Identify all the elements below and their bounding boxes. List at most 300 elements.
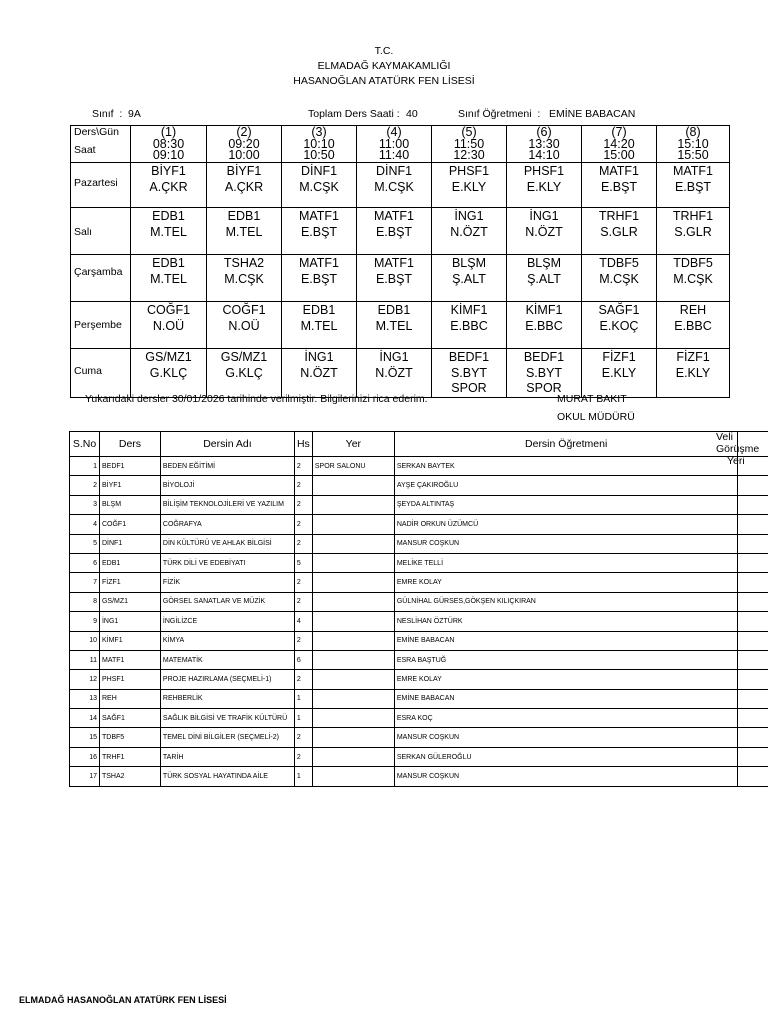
lesson-code: TRHF1 <box>598 209 640 223</box>
course-name: BEDEN EĞİTİMİ <box>160 457 294 476</box>
slot-num: (3) <box>311 125 327 139</box>
issue-note: Yukarıdaki dersler 30/01/2026 tarihinde verilmiştir. Bilgilerinizi rica ederim. <box>85 393 428 405</box>
lesson-teacher: M.CŞK <box>673 271 713 286</box>
lesson-code: FİZF1 <box>676 350 710 364</box>
lesson-cell <box>582 163 657 208</box>
lesson-code: TDBF5 <box>673 256 713 270</box>
lesson-teacher: M.TEL <box>225 224 263 239</box>
lesson-code: PHSF1 <box>448 164 490 178</box>
course-hours: 2 <box>294 573 312 592</box>
day-row <box>71 349 730 398</box>
course-code: MATF1 <box>99 650 160 669</box>
day-name: Çarşamba <box>74 266 123 278</box>
lesson-code: GS/MZ1 <box>220 350 268 364</box>
lesson-teacher: M.TEL <box>375 318 413 333</box>
course-hours: 4 <box>294 612 312 631</box>
table-row <box>70 689 768 708</box>
course-teacher: SERKAN GÜLEROĞLU <box>394 747 738 766</box>
lesson-code: GS/MZ1 <box>145 350 192 364</box>
weekly-timetable <box>70 125 730 398</box>
row-number: 4 <box>70 515 100 534</box>
lesson-cell <box>131 349 207 398</box>
course-place <box>312 689 394 708</box>
lesson-cell <box>432 163 507 208</box>
course-teacher: EMRE KOLAY <box>394 670 738 689</box>
day-name-cell <box>71 163 131 208</box>
table-row <box>70 709 768 728</box>
lesson-teacher: E.BBC <box>674 318 712 333</box>
lesson-code: MATF1 <box>598 164 640 178</box>
lesson-teacher: E.KLY <box>526 179 562 194</box>
lesson-code: EDB1 <box>227 209 261 223</box>
veli-cell <box>738 592 768 611</box>
course-hours: 2 <box>294 747 312 766</box>
total-hours-label: Toplam Ders Saati : <box>308 108 400 120</box>
lesson-place: SPOR <box>451 381 487 395</box>
course-name: KİMYA <box>160 631 294 650</box>
slot-end: 11:40 <box>378 148 410 163</box>
course-place <box>312 631 394 650</box>
slot-start: 13:30 <box>528 136 560 151</box>
course-name: GÖRSEL SANATLAR VE MÜZİK <box>160 592 294 611</box>
course-code: GS/MZ1 <box>99 592 160 611</box>
class-teacher-label: Sınıf Öğretmeni : <box>458 108 541 120</box>
list-header-cell: Dersin Adı <box>160 432 294 457</box>
day-name-cell <box>71 208 131 255</box>
lesson-cell <box>207 255 282 302</box>
lesson-teacher: S.GLR <box>600 224 638 239</box>
class-value: 9A <box>128 108 141 120</box>
lesson-cell <box>282 349 357 398</box>
lesson-code: REH <box>679 303 707 317</box>
table-row <box>70 747 768 766</box>
course-code: BEDF1 <box>99 457 160 476</box>
row-number: 17 <box>70 767 100 786</box>
lesson-cell <box>357 349 432 398</box>
lesson-teacher: N.ÖZT <box>450 224 488 239</box>
slot-num: (8) <box>685 125 701 139</box>
slot-end: 09:10 <box>152 148 185 163</box>
lesson-cell <box>207 349 282 398</box>
slot-end: 14:10 <box>528 148 560 163</box>
lesson-teacher: E.BŞT <box>674 179 712 194</box>
table-row <box>70 612 768 631</box>
slot-start: 09:20 <box>228 136 260 151</box>
row-number: 7 <box>70 573 100 592</box>
course-code: KİMF1 <box>99 631 160 650</box>
course-hours: 2 <box>294 495 312 514</box>
lesson-teacher: S.BYT <box>525 365 563 380</box>
list-header-cell: Dersin Öğretmeni <box>394 432 738 457</box>
course-teacher: EMİNE BABACAN <box>394 631 738 650</box>
course-name: MATEMATİK <box>160 650 294 669</box>
course-code: SAĞF1 <box>99 709 160 728</box>
lesson-cell <box>507 208 582 255</box>
lesson-code: MATF1 <box>298 209 340 223</box>
course-place <box>312 534 394 553</box>
course-place <box>312 573 394 592</box>
lesson-teacher: M.CŞK <box>224 271 264 286</box>
course-hours: 5 <box>294 553 312 572</box>
lesson-code: MATF1 <box>298 256 340 270</box>
lesson-code: COĞF1 <box>222 303 266 317</box>
course-teacher: EMRE KOLAY <box>394 573 738 592</box>
lesson-cell <box>432 208 507 255</box>
course-teacher: NADİR ORKUN ÜZÜMCÜ <box>394 515 738 534</box>
lesson-teacher: E.BŞT <box>300 271 338 286</box>
lesson-teacher: E.KOÇ <box>599 318 639 333</box>
day-row <box>71 302 730 349</box>
slot-header <box>282 126 357 163</box>
lesson-cell <box>582 349 657 398</box>
row-number: 16 <box>70 747 100 766</box>
principal-name: MURAT BAKIT <box>557 393 627 405</box>
class-label: Sınıf : <box>92 108 123 120</box>
lesson-teacher: M.CŞK <box>299 179 339 194</box>
row-number: 8 <box>70 592 100 611</box>
slot-start: 11:00 <box>378 136 410 151</box>
slot-num: (1) <box>160 125 177 139</box>
lesson-cell <box>207 163 282 208</box>
slot-start: 14:20 <box>603 136 635 151</box>
header-district: ELMADAĞ KAYMAKAMLIĞI <box>317 60 451 72</box>
list-header-cell: Hs <box>294 432 312 457</box>
course-hours: 2 <box>294 534 312 553</box>
table-row <box>70 592 768 611</box>
course-teacher: ESRA KOÇ <box>394 709 738 728</box>
table-row <box>70 573 768 592</box>
course-teacher: MELİKE TELLİ <box>394 553 738 572</box>
lesson-cell <box>357 255 432 302</box>
veli-cell <box>738 689 768 708</box>
lesson-teacher: A.ÇKR <box>224 179 264 194</box>
course-teacher: AYŞE ÇAKIROĞLU <box>394 476 738 495</box>
row-number: 2 <box>70 476 100 495</box>
veli-cell <box>738 534 768 553</box>
lesson-cell <box>131 163 207 208</box>
lesson-cell <box>657 208 730 255</box>
lesson-teacher: E.BBC <box>450 318 488 333</box>
lesson-cell <box>507 163 582 208</box>
lesson-code: BİYF1 <box>226 164 262 178</box>
veli-cell <box>738 553 768 572</box>
slot-end: 15:00 <box>603 148 635 163</box>
course-hours: 2 <box>294 670 312 689</box>
day-name: Cuma <box>74 365 103 377</box>
course-code: TDBF5 <box>99 728 160 747</box>
row-number: 1 <box>70 457 100 476</box>
slot-end: 15:50 <box>677 148 709 163</box>
lesson-cell <box>357 163 432 208</box>
lesson-code: DİNF1 <box>375 164 413 178</box>
slot-end: 12:30 <box>453 148 485 163</box>
course-hours: 1 <box>294 767 312 786</box>
lesson-code: İNG1 <box>529 209 559 223</box>
slot-start: 15:10 <box>677 136 709 151</box>
slot-header <box>432 126 507 163</box>
lesson-code: TSHA2 <box>223 256 265 270</box>
lesson-cell <box>507 349 582 398</box>
veli-cell <box>738 631 768 650</box>
table-row <box>70 476 768 495</box>
course-place <box>312 767 394 786</box>
course-code: EDB1 <box>99 553 160 572</box>
course-name: TÜRK SOSYAL HAYATINDA AİLE <box>160 767 294 786</box>
course-hours: 2 <box>294 457 312 476</box>
course-teacher: MANSUR COŞKUN <box>394 534 738 553</box>
course-hours: 2 <box>294 592 312 611</box>
lesson-code: EDB1 <box>152 209 185 223</box>
footer-school-name: ELMADAĞ HASANOĞLAN ATATÜRK FEN LİSESİ <box>19 995 227 1005</box>
course-hours: 6 <box>294 650 312 669</box>
lesson-code: TRHF1 <box>672 209 714 223</box>
row-number: 13 <box>70 689 100 708</box>
slot-header <box>657 126 730 163</box>
lesson-code: PHSF1 <box>523 164 565 178</box>
course-place <box>312 728 394 747</box>
day-name: Perşembe <box>74 319 122 331</box>
lesson-cell <box>131 208 207 255</box>
lesson-teacher: N.ÖZT <box>525 224 563 239</box>
lesson-code: EDB1 <box>152 256 185 270</box>
slot-num: (2) <box>236 125 252 139</box>
slot-header <box>207 126 282 163</box>
table-row <box>70 650 768 669</box>
lesson-teacher: M.TEL <box>150 271 187 286</box>
list-header-cell: Ders <box>99 432 160 457</box>
row-number: 3 <box>70 495 100 514</box>
course-name: TEMEL DİNİ BİLGİLER (SEÇMELİ-2) <box>160 728 294 747</box>
lesson-teacher: Ş.ALT <box>452 271 486 286</box>
slot-header <box>357 126 432 163</box>
slot-start: 11:50 <box>453 136 485 151</box>
course-name: BİLİŞİM TEKNOLOJİLERİ VE YAZILIM <box>160 495 294 514</box>
lesson-cell <box>582 302 657 349</box>
table-row <box>70 534 768 553</box>
day-name-cell <box>71 255 131 302</box>
lesson-teacher: E.BŞT <box>375 224 413 239</box>
lesson-code: EDB1 <box>302 303 336 317</box>
course-teacher: MANSUR COŞKUN <box>394 767 738 786</box>
lesson-cell <box>282 208 357 255</box>
course-place: SPOR SALONU <box>312 457 394 476</box>
day-name-cell <box>71 349 131 398</box>
lesson-teacher: E.KLY <box>675 365 711 380</box>
lesson-code: İNG1 <box>304 350 334 364</box>
lesson-teacher: S.GLR <box>674 224 712 239</box>
lesson-code: BEDF1 <box>523 350 565 364</box>
principal-title: OKUL MÜDÜRÜ <box>557 411 635 423</box>
slot-num: (7) <box>611 125 627 139</box>
veli-cell <box>738 573 768 592</box>
row-number: 15 <box>70 728 100 747</box>
slot-start: 08:30 <box>152 136 185 151</box>
lesson-teacher: Ş.ALT <box>527 271 561 286</box>
lesson-teacher: G.KLÇ <box>149 365 188 380</box>
lesson-teacher: E.KLY <box>451 179 487 194</box>
lesson-teacher: E.BŞT <box>375 271 413 286</box>
lesson-teacher: E.BŞT <box>600 179 638 194</box>
slot-num: (5) <box>461 125 477 139</box>
lesson-cell <box>282 163 357 208</box>
lesson-code: SAĞF1 <box>598 303 640 317</box>
lesson-teacher: E.BBC <box>525 318 563 333</box>
course-place <box>312 709 394 728</box>
row-number: 6 <box>70 553 100 572</box>
course-hours: 1 <box>294 689 312 708</box>
row-number: 5 <box>70 534 100 553</box>
course-name: FİZİK <box>160 573 294 592</box>
lesson-code: MATF1 <box>373 256 415 270</box>
course-hours: 2 <box>294 728 312 747</box>
slot-num: (6) <box>536 125 552 139</box>
lesson-cell <box>207 302 282 349</box>
course-place <box>312 670 394 689</box>
veli-cell <box>738 476 768 495</box>
table-row <box>70 553 768 572</box>
course-teacher: MANSUR COŞKUN <box>394 728 738 747</box>
list-header-row <box>70 432 768 457</box>
slot-header <box>582 126 657 163</box>
lesson-code: KİMF1 <box>450 303 488 317</box>
lesson-teacher: M.TEL <box>300 318 338 333</box>
veli-cell <box>738 612 768 631</box>
table-row <box>70 515 768 534</box>
lesson-code: İNG1 <box>454 209 484 223</box>
lesson-teacher: N.OÜ <box>152 318 185 333</box>
veli-cell <box>738 767 768 786</box>
row-number: 10 <box>70 631 100 650</box>
course-code: İNG1 <box>99 612 160 631</box>
table-row <box>70 457 768 476</box>
row-number: 14 <box>70 709 100 728</box>
lesson-cell <box>657 349 730 398</box>
course-name: BİYOLOJİ <box>160 476 294 495</box>
lesson-cell <box>131 255 207 302</box>
slot-header <box>507 126 582 163</box>
list-header-cell: Yer <box>312 432 394 457</box>
list-header-cell: S.No <box>70 432 100 457</box>
course-teacher: ESRA BAŞTUĞ <box>394 650 738 669</box>
course-code: REH <box>99 689 160 708</box>
lesson-cell <box>432 349 507 398</box>
lesson-cell <box>432 302 507 349</box>
day-name: Pazartesi <box>74 177 118 189</box>
veli-cell <box>738 728 768 747</box>
course-name: PROJE HAZIRLAMA (SEÇMELİ-1) <box>160 670 294 689</box>
lesson-cell <box>131 302 207 349</box>
lesson-cell <box>582 208 657 255</box>
lesson-cell <box>282 302 357 349</box>
header-school: HASANOĞLAN ATATÜRK FEN LİSESİ <box>293 75 475 87</box>
veli-cell <box>738 709 768 728</box>
veli-cell <box>738 495 768 514</box>
veli-cell <box>738 515 768 534</box>
lesson-cell <box>357 208 432 255</box>
lesson-code: EDB1 <box>377 303 411 317</box>
table-row <box>70 728 768 747</box>
corner-cell <box>71 126 131 163</box>
course-name: TÜRK DİLİ VE EDEBİYATI <box>160 553 294 572</box>
course-teacher: ŞEYDA ALTINTAŞ <box>394 495 738 514</box>
lesson-cell <box>282 255 357 302</box>
total-hours-value: 40 <box>406 108 418 120</box>
course-code: PHSF1 <box>99 670 160 689</box>
course-name: COĞRAFYA <box>160 515 294 534</box>
course-place <box>312 553 394 572</box>
lesson-code: BLŞM <box>526 256 562 270</box>
course-hours: 1 <box>294 709 312 728</box>
lesson-code: BLŞM <box>451 256 487 270</box>
slot-num: (4) <box>386 125 402 139</box>
lesson-teacher: N.ÖZT <box>375 365 413 380</box>
lesson-code: BİYF1 <box>151 164 186 178</box>
course-place <box>312 476 394 495</box>
lesson-code: DİNF1 <box>300 164 338 178</box>
course-place <box>312 612 394 631</box>
day-row <box>71 255 730 302</box>
lesson-teacher: E.KLY <box>601 365 637 380</box>
lesson-cell <box>507 255 582 302</box>
lesson-teacher: G.KLÇ <box>225 365 263 380</box>
table-row <box>70 767 768 786</box>
course-teacher: GÜLNİHAL GÜRSES,GÖKŞEN KILIÇKIRAN <box>394 592 738 611</box>
lesson-cell <box>582 255 657 302</box>
row-number: 12 <box>70 670 100 689</box>
lesson-teacher: M.TEL <box>150 224 187 239</box>
lesson-cell <box>432 255 507 302</box>
course-place <box>312 515 394 534</box>
lesson-code: TDBF5 <box>599 256 639 270</box>
lesson-cell <box>357 302 432 349</box>
lesson-code: KİMF1 <box>525 303 563 317</box>
lesson-teacher: M.CŞK <box>599 271 639 286</box>
course-teacher: EMİNE BABACAN <box>394 689 738 708</box>
lesson-teacher: M.CŞK <box>374 179 414 194</box>
lesson-teacher: A.ÇKR <box>149 179 188 194</box>
table-row <box>70 631 768 650</box>
row-number: 11 <box>70 650 100 669</box>
course-name: TARİH <box>160 747 294 766</box>
course-code: FİZF1 <box>99 573 160 592</box>
course-name: DİN KÜLTÜRÜ VE AHLAK BİLGİSİ <box>160 534 294 553</box>
course-place <box>312 495 394 514</box>
course-hours: 2 <box>294 631 312 650</box>
day-name: Salı <box>74 226 93 238</box>
course-place <box>312 592 394 611</box>
day-row <box>71 163 730 208</box>
lesson-cell <box>657 255 730 302</box>
lesson-cell <box>507 302 582 349</box>
course-teacher: SERKAN BAYTEK <box>394 457 738 476</box>
course-code: COĞF1 <box>99 515 160 534</box>
corner-bottom: Saat <box>74 144 96 156</box>
veli-cell <box>738 747 768 766</box>
slot-start: 10:10 <box>303 136 335 151</box>
lesson-code: COĞF1 <box>146 303 191 317</box>
lesson-code: FİZF1 <box>602 350 636 364</box>
course-code: TSHA2 <box>99 767 160 786</box>
course-code: BLŞM <box>99 495 160 514</box>
lesson-teacher: N.ÖZT <box>300 365 338 380</box>
course-hours: 2 <box>294 476 312 495</box>
course-list-table <box>69 431 768 787</box>
course-name: İNGİLİZCE <box>160 612 294 631</box>
course-teacher: NESLİHAN ÖZTÜRK <box>394 612 738 631</box>
day-row <box>71 208 730 255</box>
lesson-cell <box>657 302 730 349</box>
course-hours: 2 <box>294 515 312 534</box>
